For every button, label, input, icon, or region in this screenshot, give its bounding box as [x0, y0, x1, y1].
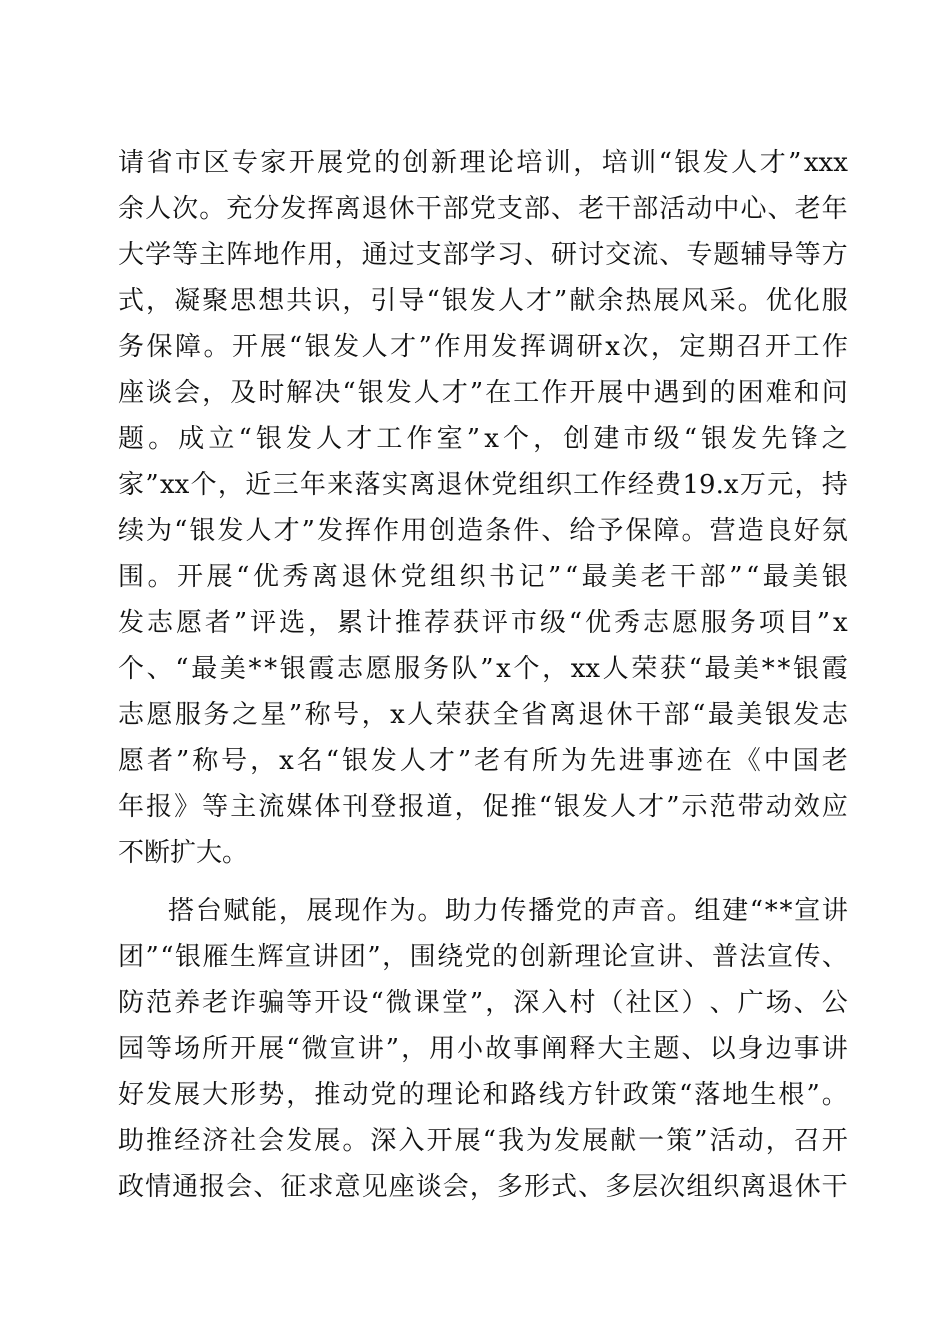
text-line: 个 、 “ 最 美 * * 银 霞 志 愿 服 务 队 ” x 个 ， xx 人 荣 获 “ 最 美 * * 银 霞 — [118, 654, 848, 684]
text-line: 家 ” xx 个 ， 近 三 年 来 落 实 离 退 休 党 组 织 工 作 经 费 19.x 万 元 ， 持 — [118, 470, 848, 500]
text-line: 请 省 市 区 专 家 开 展 党 的 创 新 理 论 培 训 ， 培 训 “ 银 发 人 才 ” xxx — [118, 148, 848, 178]
text-line: 务 保 障 。 开 展 “ 银 发 人 才 ” 作 用 发 挥 调 研 x 次 ， 定 期 召 开 工 作 — [118, 332, 848, 362]
text-line: 愿 者 ” 称 号 ， x 名 “ 银 发 人 才 ” 老 有 所 为 先 进 事 迹 在 《 中 国 老 — [118, 746, 848, 776]
text-line: 助 推 经 济 社 会 发 展 。 深 入 开 展 “ 我 为 发 展 献 一 策 ” 活 动 ， 召 开 — [118, 1126, 848, 1156]
text-line: 发 志 愿 者 ” 评 选 ， 累 计 推 荐 获 评 市 级 “ 优 秀 志 愿 服 务 项 目 ” x — [118, 608, 848, 638]
text-line: 续 为 “ 银 发 人 才 ” 发 挥 作 用 创 造 条 件 、 给 予 保 障 。 营 造 良 好 氛 — [118, 516, 848, 546]
text-line: 年 报 》 等 主 流 媒 体 刊 登 报 道 ， 促 推 “ 银 发 人 才 ” 示 范 带 动 效 应 — [118, 792, 848, 822]
text-line: 围 。 开 展 “ 优 秀 离 退 休 党 组 织 书 记 ” “ 最 美 老 干 部 ” “ 最 美 银 — [118, 562, 848, 592]
text-line: 题 。 成 立 “ 银 发 人 才 工 作 室 ” x 个 ， 创 建 市 级 “ 银 发 先 锋 之 — [118, 424, 848, 454]
text-line: 防 范 养 老 诈 骗 等 开 设 “ 微 课 堂 ” ， 深 入 村 （ 社 区 ） 、 广 场 、 公 — [118, 988, 848, 1018]
text-line: 志 愿 服 务 之 星 ” 称 号 ， x 人 荣 获 全 省 离 退 休 干 部 “ 最 美 银 发 志 — [118, 700, 848, 730]
body-text — [118, 140, 848, 1210]
text-line: 大 学 等 主 阵 地 作 用 ， 通 过 支 部 学 习 、 研 讨 交 流 、 专 题 辅 导 等 方 — [118, 240, 848, 270]
text-line-paragraph-end: 不断扩大。 — [118, 838, 249, 868]
text-line: 团 ” “ 银 雁 生 辉 宣 讲 团 ” ， 围 绕 党 的 创 新 理 论 宣 讲 、 普 法 宣 传 、 — [118, 942, 848, 972]
text-line: 式 ， 凝 聚 思 想 共 识 ， 引 导 “ 银 发 人 才 ” 献 余 热 展 风 采 。 优 化 服 — [118, 286, 848, 316]
text-line-paragraph-start: 搭 台 赋 能 ， 展 现 作 为 。 助 力 传 播 党 的 声 音 。 组 建 “ * * 宣 讲 — [168, 896, 848, 926]
text-line: 政 情 通 报 会 、 征 求 意 见 座 谈 会 ， 多 形 式 、 多 层 次 组 织 离 退 休 干 — [118, 1172, 848, 1202]
text-line: 余 人 次 。 充 分 发 挥 离 退 休 干 部 党 支 部 、 老 干 部 活 动 中 心 、 老 年 — [118, 194, 848, 224]
text-line: 座 谈 会 ， 及 时 解 决 “ 银 发 人 才 ” 在 工 作 开 展 中 遇 到 的 困 难 和 问 — [118, 378, 848, 408]
text-line: 园 等 场 所 开 展 “ 微 宣 讲 ” ， 用 小 故 事 阐 释 大 主 题 、 以 身 边 事 讲 — [118, 1034, 848, 1064]
text-line: 好 发 展 大 形 势 ， 推 动 党 的 理 论 和 路 线 方 针 政 策 “ 落 地 生 根 ” 。 — [118, 1080, 848, 1110]
